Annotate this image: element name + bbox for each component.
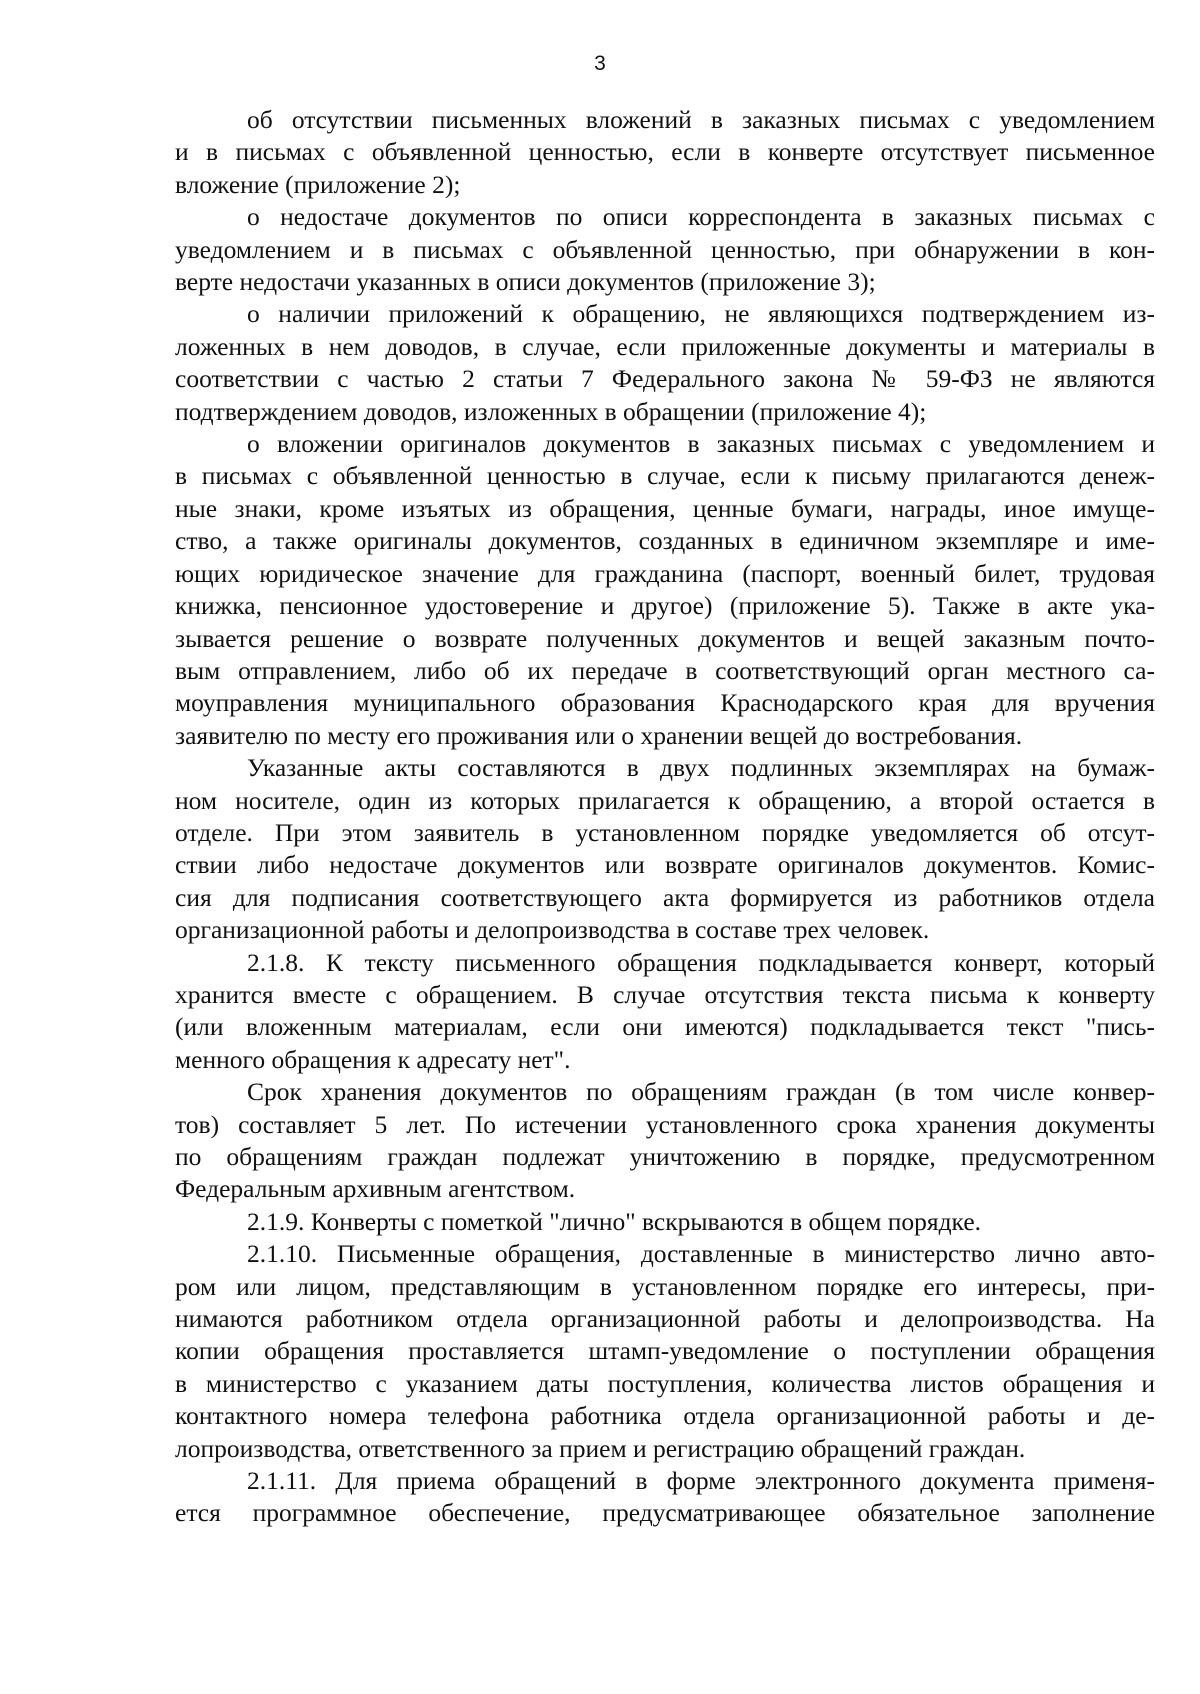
text-line: ром или лицом, представляющим в установленном порядке его интересы, при- — [175, 1271, 1155, 1301]
text-line: 2.1.10. Письменные обращения, доставленные в министерство лично авто- — [247, 1239, 1155, 1269]
text-line: организационной работы и делопроизводства в составе трех человек. — [175, 915, 930, 945]
paragraph — [175, 1076, 1155, 1206]
text-line: Срок хранения документов по обращениям граждан (в том числе конвер- — [247, 1077, 1155, 1107]
text-line: 2.1.11. Для приема обращений в форме электронного документа применя- — [247, 1466, 1155, 1496]
text-line: моуправления муниципального образования Краснодарского края для вручения — [175, 688, 1155, 718]
text-line: вым отправлением, либо об их передаче в соответствующий орган местного са- — [175, 655, 1155, 685]
paragraph — [175, 104, 1155, 201]
paragraph — [175, 752, 1155, 946]
text-line: 2.1.9. Конверты с пометкой "лично" вскрываются в общем порядке. — [247, 1206, 982, 1236]
text-line: ство, а также оригиналы документов, созданных в единичном экземпляре и име- — [175, 526, 1155, 556]
text-line: ющих юридическое значение для гражданина (паспорт, военный билет, трудовая — [175, 558, 1155, 588]
paragraph — [175, 428, 1155, 752]
text-line: в министерство с указанием даты поступления, количества листов обращения и — [175, 1368, 1155, 1398]
text-line: тов) составляет 5 лет. По истечении установленного срока хранения документы — [175, 1109, 1155, 1139]
text-line: ется программное обеспечение, предусматривающее обязательное заполнение — [175, 1498, 1155, 1528]
page-number: 3 — [594, 52, 606, 75]
text-line: (или вложенным материалам, если они имеются) подкладывается текст "пись- — [175, 1012, 1155, 1042]
text-line: уведомлением и в письмах с объявленной ценностью, при обнаружении в кон- — [175, 234, 1155, 264]
text-line: книжка, пенсионное удостоверение и другое) (приложение 5). Также в акте ука- — [175, 591, 1155, 621]
paragraph — [175, 1206, 1155, 1238]
text-line: менного обращения к адресату нет". — [175, 1044, 571, 1074]
text-line: и в письмах с объявленной ценностью, если в конверте отсутствует письменное — [175, 137, 1155, 167]
paragraph — [175, 1465, 1155, 1530]
document-body — [175, 104, 1155, 1530]
text-line: сия для подписания соответствующего акта формируется из работников отдела — [175, 882, 1155, 912]
text-line: заявителю по месту его проживания или о хранении вещей до востребования. — [175, 720, 1023, 750]
paragraph — [175, 201, 1155, 298]
paragraph — [175, 1238, 1155, 1465]
paragraph — [175, 298, 1155, 428]
text-line: отделе. При этом заявитель в установленном порядке уведомляется об отсут- — [175, 817, 1155, 847]
text-line: лопроизводства, ответственного за прием и регистрацию обращений граждан. — [175, 1433, 1026, 1463]
text-line: в письмах с объявленной ценностью в случае, если к письму прилагаются денеж- — [175, 461, 1155, 491]
text-line: ные знаки, кроме изъятых из обращения, ценные бумаги, награды, иное имуще- — [175, 493, 1155, 523]
text-line: хранится вместе с обращением. В случае отсутствия текста письма к конверту — [175, 979, 1155, 1009]
text-line: о недостаче документов по описи корреспондента в заказных письмах с — [247, 202, 1155, 232]
paragraph — [175, 947, 1155, 1077]
text-line: Указанные акты составляются в двух подлинных экземплярах на бумаж- — [247, 753, 1155, 783]
text-line: о наличии приложений к обращению, не являющихся подтверждением из- — [247, 299, 1155, 329]
text-line: контактного номера телефона работника отдела организационной работы и де- — [175, 1401, 1155, 1431]
text-line: зывается решение о возврате полученных документов и вещей заказным почто- — [175, 623, 1155, 653]
text-line: об отсутствии письменных вложений в заказных письмах с уведомлением — [247, 105, 1155, 134]
text-line: вложение (приложение 2); — [175, 169, 461, 199]
text-line: о вложении оригиналов документов в заказных письмах с уведомлением и — [247, 429, 1155, 459]
text-line: ложенных в нем доводов, в случае, если приложенные документы и материалы в — [175, 331, 1155, 361]
text-line: подтверждением доводов, изложенных в обращении (приложение 4); — [175, 396, 927, 426]
text-line: верте недостачи указанных в описи документов (приложение 3); — [175, 267, 876, 297]
text-line: 2.1.8. К тексту письменного обращения подкладывается конверт, который — [247, 947, 1155, 977]
text-line: по обращениям граждан подлежат уничтожению в порядке, предусмотренном — [175, 1142, 1155, 1171]
text-line: ном носителе, один из которых прилагается к обращению, а второй остается в — [175, 785, 1155, 815]
text-line: нимаются работником отдела организационной работы и делопроизводства. На — [175, 1304, 1155, 1334]
text-line: копии обращения проставляется штамп-уведомление о поступлении обращения — [175, 1336, 1155, 1366]
text-line: Федеральным архивным агентством. — [175, 1174, 576, 1204]
text-line: ствии либо недостаче документов или возврате оригиналов документов. Комис- — [175, 850, 1155, 880]
text-line: соответствии с частью 2 статьи 7 Федерального закона № 59-ФЗ не являются — [175, 364, 1155, 394]
